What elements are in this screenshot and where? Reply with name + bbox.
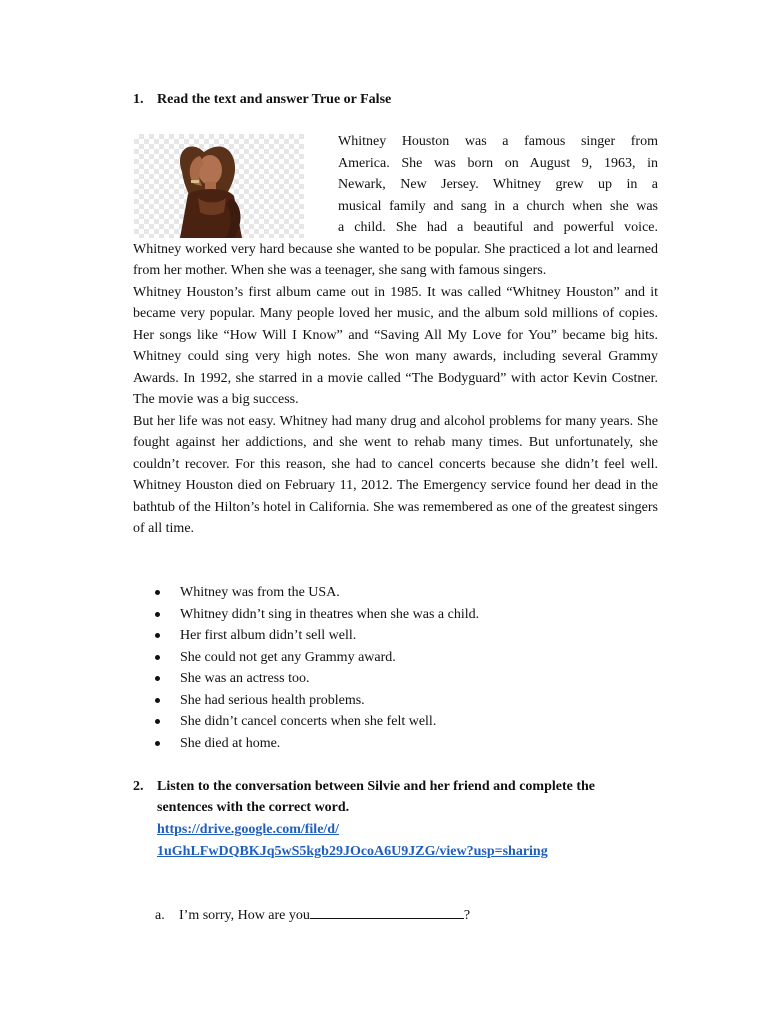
intro-line: a child. She had a beautiful and powerful voice.	[338, 220, 658, 235]
intro-line: Whitney Houston was a famous singer from	[338, 134, 658, 149]
bullet-icon	[155, 676, 160, 681]
intro-line: America. She was born on August 9, 1963, in	[338, 155, 658, 171]
list-item	[155, 604, 479, 626]
section2-heading-line1: Listen to the conversation between Silvie and her friend and complete the	[157, 779, 595, 794]
item-text-before: I’m sorry, How are you	[179, 908, 310, 923]
bullet-icon	[155, 655, 160, 660]
statement-text: Her first album didn’t sell well.	[180, 628, 357, 643]
bullet-icon	[155, 741, 160, 746]
statement-text: She didn’t cancel concerts when she felt well.	[180, 714, 437, 729]
audio-link-line1[interactable]: https://drive.google.com/file/d/	[157, 822, 339, 837]
statement-text: She died at home.	[180, 735, 281, 751]
statement-text: She was an actress too.	[180, 671, 310, 686]
paragraph-3: But her life was not easy. Whitney had many drug and alcohol problems for many years. She fought against her addictions, and she went to rehab many times. But unfortunately, she couldn’t recover. For this reason, she had to cancel concerts because she didn’t feel well. Whitney Houston died on February 11, 2012. The Emergency service found her dead in the bathtub of the Hilton’s hotel in California. She was remembered as one of the greatest singers of all time.	[133, 413, 658, 536]
section1-number: 1.	[133, 92, 144, 107]
audio-link-line2[interactable]: 1uGhLFwDQBKJq5wS5kgb29JOcoA6U9JZG/view?usp=sharing	[157, 843, 548, 859]
list-item	[155, 668, 479, 690]
answer-blank[interactable]	[310, 905, 464, 919]
item-text-after: ?	[463, 908, 471, 923]
section2-number: 2.	[133, 779, 144, 794]
section2-heading-line2: sentences with the correct word.	[157, 800, 350, 815]
statement-text: Whitney was from the USA.	[180, 585, 340, 600]
fill-blank-item	[155, 905, 470, 926]
bullet-icon	[155, 719, 160, 724]
list-item	[155, 733, 479, 755]
intro-line: Newark, New Jersey. Whitney grew up in a	[338, 177, 658, 192]
bullet-icon	[155, 590, 160, 595]
item-letter: a.	[155, 908, 165, 923]
paragraph-2: Whitney Houston’s first album came out in 1985. It was called “Whitney Houston” and it became very popular. Many people loved her music, and the album sold millions of copies. Her songs like “How Will I Know” and “Saving All My Love for You” became big hits. Whitney could sing very high notes. She won many awards, including several Grammy Awards. In 1992, she starred in a movie called “The Bodyguard” with actor Kevin Costner. The movie was a big success.	[133, 284, 658, 407]
section2-heading	[133, 776, 643, 818]
statement-text: She could not get any Grammy award.	[180, 649, 396, 665]
portrait-photo-icon	[134, 134, 304, 238]
list-item	[155, 647, 479, 669]
bullet-icon	[155, 633, 160, 638]
bullet-icon	[155, 612, 160, 617]
statement-text: Whitney didn’t sing in theatres when she was a child.	[180, 606, 480, 622]
article-body	[133, 239, 658, 540]
section1-heading-text: Read the text and answer True or False	[157, 92, 392, 107]
section1-heading	[133, 89, 391, 110]
list-item	[155, 625, 479, 647]
statement-list	[155, 582, 479, 754]
intro-line: musical family and sang in a church when she was	[338, 198, 658, 214]
intro-text	[338, 131, 658, 239]
list-item	[155, 582, 479, 604]
paragraph-1-rest: Whitney worked very hard because she wanted to be popular. She practiced a lot and learned from her mother. When she was a teenager, she sang with famous singers.	[133, 241, 658, 278]
whitney-houston-photo	[134, 134, 304, 238]
list-item	[155, 711, 479, 733]
bullet-icon	[155, 698, 160, 703]
statement-text: She had serious health problems.	[180, 692, 365, 708]
list-item	[155, 690, 479, 712]
